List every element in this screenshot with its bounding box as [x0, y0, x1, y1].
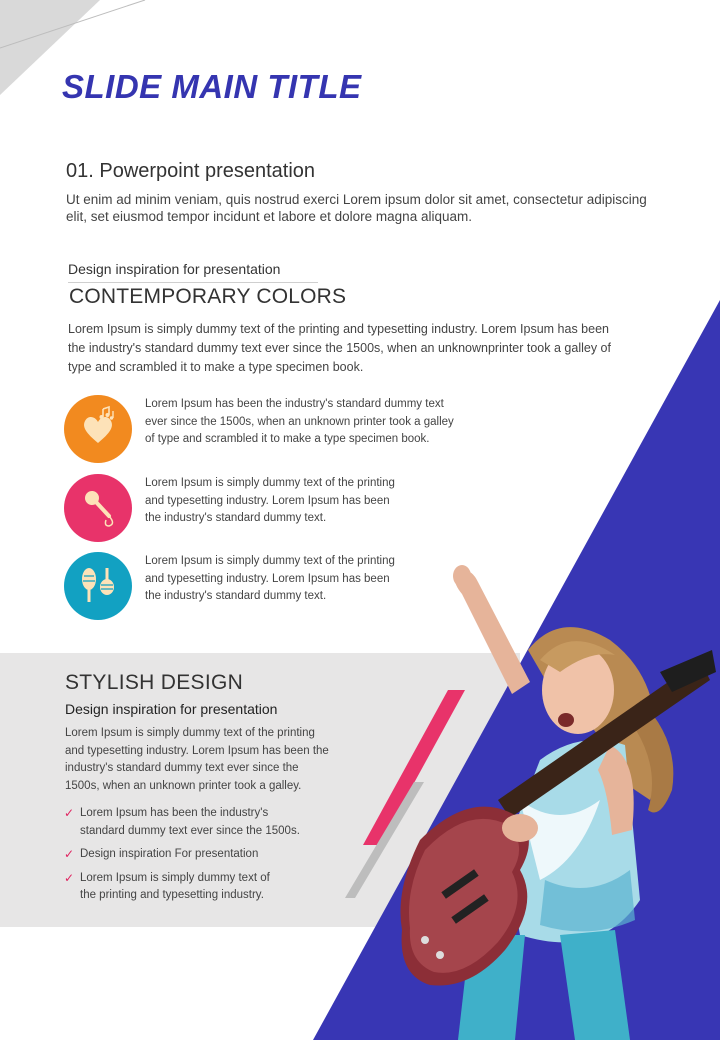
- checklist-item-line: Lorem Ipsum is simply dummy text of: [80, 871, 270, 884]
- checklist-item: [64, 805, 354, 840]
- checkmark-icon: ✓: [64, 806, 75, 820]
- checklist-item-line: standard dummy text ever since the 1500s.: [80, 824, 300, 837]
- feature-text-line: of type and scrambled it to make a type specimen book.: [145, 433, 430, 445]
- microphone-icon: [76, 484, 120, 533]
- checklist-item: [64, 846, 354, 864]
- section3-body-line: 1500s, when an unknown printer took a galley.: [65, 779, 302, 792]
- checklist-item: [64, 870, 354, 905]
- section3-body-line: and typesetting industry. Lorem Ipsum has been the: [65, 744, 329, 757]
- section2-body-line: type and scrambled it to make a type specimen book.: [68, 360, 364, 374]
- checklist-item-line: Lorem Ipsum has been the industry's: [80, 807, 269, 819]
- feature-text-line: the industry's standard dummy text.: [145, 590, 327, 602]
- section2-body-line: the industry's standard dummy text ever since the 1500s, when an unknownprinter took a galley of: [68, 341, 611, 355]
- feature-text-line: Lorem Ipsum is simply dummy text of the printing: [145, 477, 395, 489]
- section3-subheading: Design inspiration for presentation: [65, 701, 278, 717]
- section1-body-line: Ut enim ad minim veniam, quis nostrud exerci Lorem ipsum dolor sit amet, consectetur adipiscing: [66, 192, 647, 207]
- feature-circle: [64, 395, 132, 463]
- feature-text: [145, 553, 395, 606]
- section2-divider: [68, 282, 318, 283]
- section2-body: [68, 320, 638, 377]
- feature-text-line: ever since the 1500s, when an unknown printer took a galley: [145, 415, 454, 428]
- section3-heading: STYLISH DESIGN: [65, 671, 244, 694]
- section2-body-line: Lorem Ipsum is simply dummy text of the printing and typesetting industry. Lorem Ipsum has been: [68, 322, 609, 336]
- checklist: [64, 805, 354, 911]
- checklist-item-line: the printing and typesetting industry.: [80, 889, 264, 901]
- feature-item: [64, 552, 484, 622]
- feature-circle: [64, 474, 132, 542]
- feature-text-line: the industry's standard dummy text.: [145, 512, 327, 524]
- checkmark-icon: ✓: [64, 870, 75, 885]
- heart-music-icon: [76, 405, 120, 454]
- section2-heading: CONTEMPORARY COLORS: [69, 285, 347, 308]
- feature-text: [145, 475, 395, 528]
- feature-text: [145, 396, 454, 449]
- checklist-item-line: Design inspiration For presentation: [80, 848, 259, 860]
- checkmark-icon: ✓: [64, 847, 75, 861]
- feature-text-line: Lorem Ipsum has been the industry's standard dummy text: [145, 398, 444, 410]
- section3-body-line: Lorem Ipsum is simply dummy text of the printing: [65, 727, 315, 739]
- maracas-icon: [76, 562, 120, 611]
- section1-heading: 01. Powerpoint presentation: [66, 160, 316, 182]
- feature-item: [64, 395, 484, 465]
- feature-item: [64, 474, 484, 544]
- feature-text-line: and typesetting industry. Lorem Ipsum has been: [145, 494, 390, 507]
- section1-body: [66, 191, 666, 225]
- section3-body-line: industry's standard dummy text ever since the: [65, 762, 299, 774]
- slide-title: SLIDE MAIN TITLE: [62, 68, 362, 105]
- feature-text-line: and typesetting industry. Lorem Ipsum has been: [145, 572, 390, 585]
- section3-body: [65, 725, 355, 795]
- feature-circle: [64, 552, 132, 620]
- section2-subheading: Design inspiration for presentation: [68, 261, 281, 277]
- section1-body-line: elit, set eiusmod tempor incidunt et labore et dolore magna aliquam.: [66, 209, 472, 224]
- feature-text-line: Lorem Ipsum is simply dummy text of the printing: [145, 555, 395, 567]
